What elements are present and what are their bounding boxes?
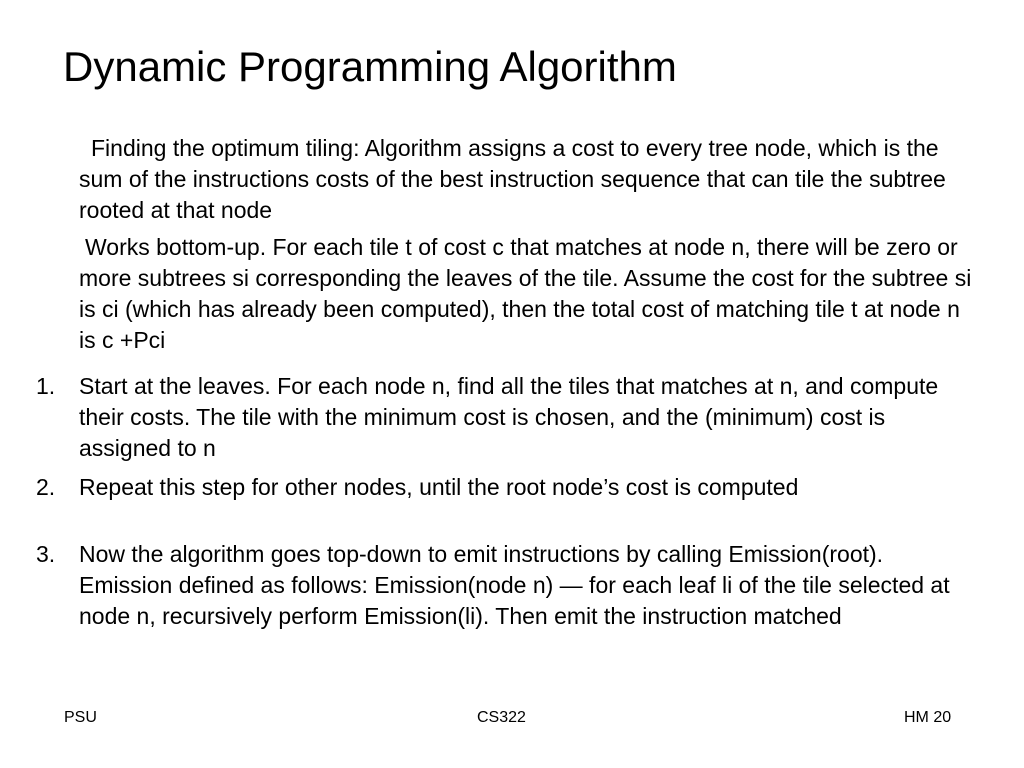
- paragraph-optimum-tiling: Finding the optimum tiling: Algorithm assigns a cost to every tree node, which is the sum of the instructions costs of the best instruction sequence that can tile the subtree rooted at that node: [79, 135, 946, 223]
- slide-title: Dynamic Programming Algorithm: [63, 43, 677, 90]
- list-item-text: Repeat this step for other nodes, until the root node’s cost is computed: [79, 474, 799, 500]
- footer-course-label: CS322: [477, 709, 526, 726]
- list-item-number: 3.: [36, 541, 56, 567]
- list-item-text: Start at the leaves. For each node n, find all the tiles that matches at n, and compute their costs. The tile with the minimum cost is chosen, and the (minimum) cost is assigned to n: [79, 373, 939, 461]
- paragraph-bottom-up: Works bottom-up. For each tile t of cost c that matches at node n, there will be zero or more subtrees si corresponding the leaves of the tile. Assume the cost for the subtree si is ci (which has already been computed), then the total cost of matching tile t at node n is c +Pci: [79, 234, 972, 353]
- list-item-number: 1.: [36, 373, 56, 399]
- footer-page-label: HM 20: [904, 709, 952, 726]
- footer-left-label: PSU: [64, 709, 97, 726]
- list-item-text: Now the algorithm goes top-down to emit instructions by calling Emission(root). Emission defined as follows: Emission(node n) — for each leaf li of the tile selected at node n, recursively perform Emission(li). Then emit the instruction matched: [79, 541, 950, 629]
- list-item-number: 2.: [36, 474, 56, 500]
